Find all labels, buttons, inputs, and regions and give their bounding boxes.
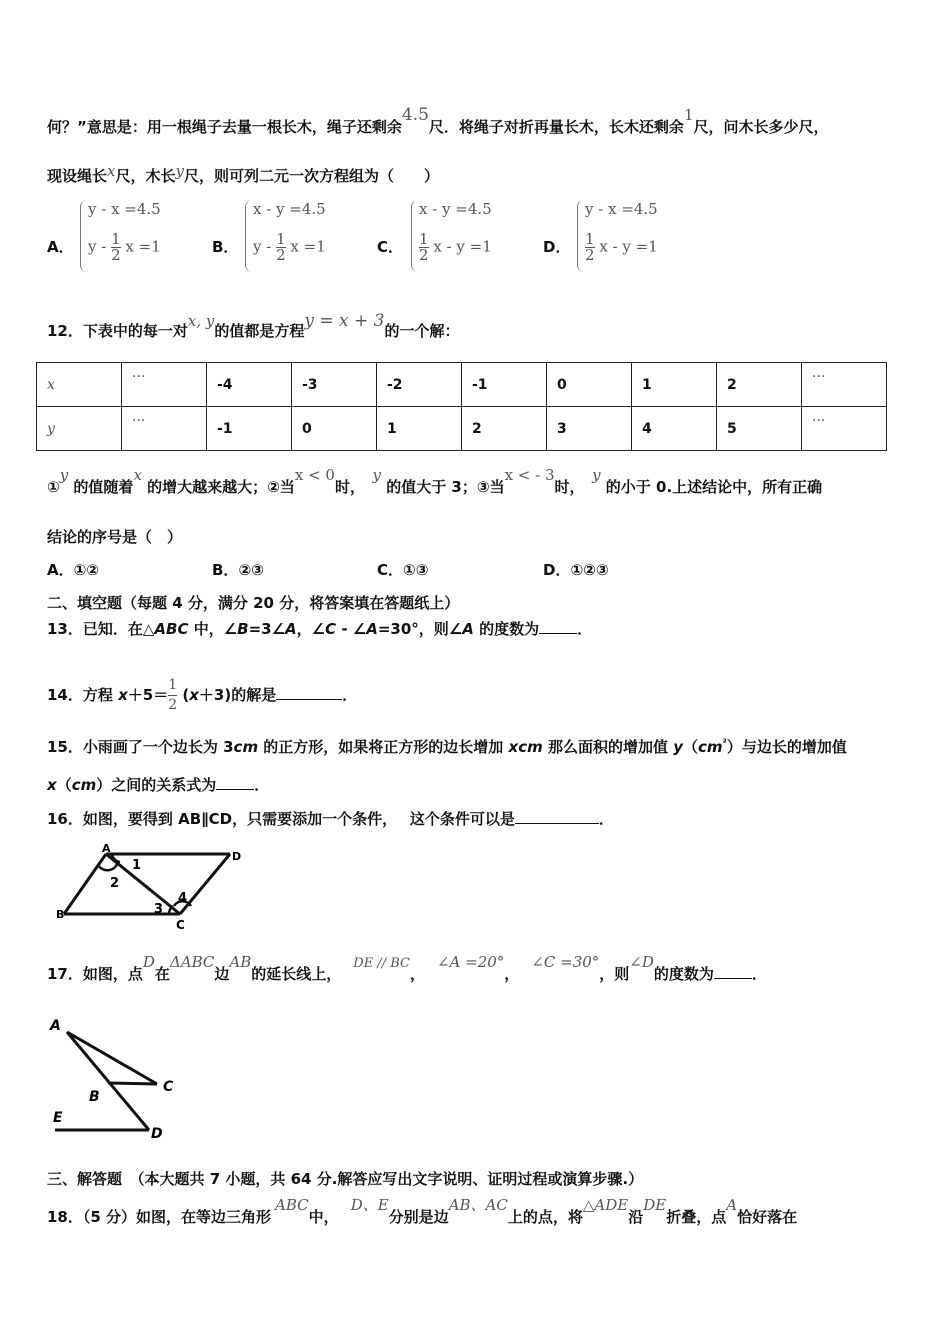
table-cell: 0 — [547, 363, 632, 407]
point-b-label: B — [89, 1089, 100, 1105]
section-2-title: 二、填空题（每题 4 分，满分 20 分，将答案填在答题纸上） — [47, 594, 460, 612]
table-cell: 0 — [292, 407, 377, 451]
q12-statements: ①y 的值随着x 的增大越来越大；②当x < 0时， y 的值大于 3；③当x < - 3时， y 的小于 0.上述结论中，所有正确 — [47, 466, 823, 496]
angle-3-label: 3 — [154, 902, 164, 917]
q18: 18．（5 分）如图，在等边三角形ABC中，D、E分别是边AB、AC上的点，将△ADE沿DE折叠，点A恰好落在 — [47, 1196, 798, 1226]
table-row-x — [37, 363, 887, 407]
q12-option-c[interactable]: C．①③ — [377, 561, 429, 579]
answer-blank[interactable] — [714, 978, 752, 979]
table-cell: x — [37, 363, 122, 407]
table-cell: -3 — [292, 363, 377, 407]
q14: 14．方程 x＋5＝ $\frac{1}{2}$ (x＋3)的解是 ． — [47, 677, 358, 713]
table-cell: y — [37, 407, 122, 451]
q17-figure — [45, 1012, 195, 1144]
table-cell: 1 — [377, 407, 462, 451]
q11-line1: 何？”意思是：用一根绳子去量一根长木，绳子还剩余4.5尺．将绳子对折再量长木，长木还剩余1尺，问木长多少尺， — [47, 105, 829, 136]
q16-figure — [50, 840, 250, 935]
point-a-label: A — [50, 1018, 61, 1034]
table-cell: 4 — [632, 407, 717, 451]
answer-blank[interactable] — [539, 633, 577, 634]
table-cell: ··· — [802, 407, 887, 451]
answer-blank[interactable] — [276, 699, 342, 700]
q12-statements-line2: 结论的序号是（ ） — [47, 528, 183, 546]
table-cell: 2 — [717, 363, 802, 407]
table-cell: -1 — [207, 407, 292, 451]
angle-2-label: 2 — [110, 876, 120, 891]
point-c-label: C — [176, 918, 185, 932]
point-d-label: D — [151, 1126, 163, 1142]
q16: 16．如图，要得到 AB∥CD，只需要添加一个条件， 这个条件可以是 ． — [47, 810, 614, 828]
table-cell: -1 — [462, 363, 547, 407]
q11-line2: 现设绳长x尺，木长y尺，则可列二元一次方程组为（ ） — [47, 162, 439, 185]
q12-option-b[interactable]: B．②③ — [212, 561, 264, 579]
q12-option-a[interactable]: A．①② — [47, 561, 100, 579]
table-cell: 3 — [547, 407, 632, 451]
point-a-label: A — [102, 842, 111, 855]
q17: 17．如图，点D在ΔABC边AB的延长线上，DE // BC，∠A =20°，∠C =30°，则∠D的度数为 ． — [47, 953, 767, 983]
table-cell: ··· — [122, 363, 207, 407]
section-3-title: 三、解答题 （本大题共 7 小题，共 64 分.解答应写出文字说明、证明过程或演算步骤.） — [47, 1170, 644, 1188]
q12-table — [36, 362, 887, 451]
table-cell: -4 — [207, 363, 292, 407]
table-cell: ··· — [122, 407, 207, 451]
point-e-label: E — [53, 1110, 63, 1126]
table-cell: ··· — [802, 363, 887, 407]
table-cell: -2 — [377, 363, 462, 407]
q15-line2: x（cm）之间的关系式为 ． — [47, 776, 270, 794]
table-row-y — [37, 407, 887, 451]
angle-4-label: 4 — [178, 891, 188, 906]
answer-blank[interactable] — [515, 823, 599, 824]
point-b-label: B — [56, 908, 65, 921]
q13: 13．已知．在△ABC 中，∠B=3∠A，∠C - ∠A=30°，则∠A 的度数为 ． — [47, 620, 593, 638]
point-c-label: C — [163, 1079, 174, 1095]
q12-option-d[interactable]: D．①②③ — [543, 561, 609, 579]
table-cell: 2 — [462, 407, 547, 451]
answer-blank[interactable] — [216, 789, 254, 790]
q15-line1: 15．小雨画了一个边长为 3cm 的正方形，如果将正方形的边长增加 xcm 那么面积的增加值 $y(cm^{^2})$与边长的增加值 — [47, 738, 847, 756]
q12-stem: 12．下表中的每一对x, y的值都是方程y = x + 3的一个解： — [47, 311, 460, 340]
table-cell: 5 — [717, 407, 802, 451]
point-d-label: D — [232, 850, 242, 863]
table-cell: 1 — [632, 363, 717, 407]
angle-1-label: 1 — [132, 858, 142, 873]
